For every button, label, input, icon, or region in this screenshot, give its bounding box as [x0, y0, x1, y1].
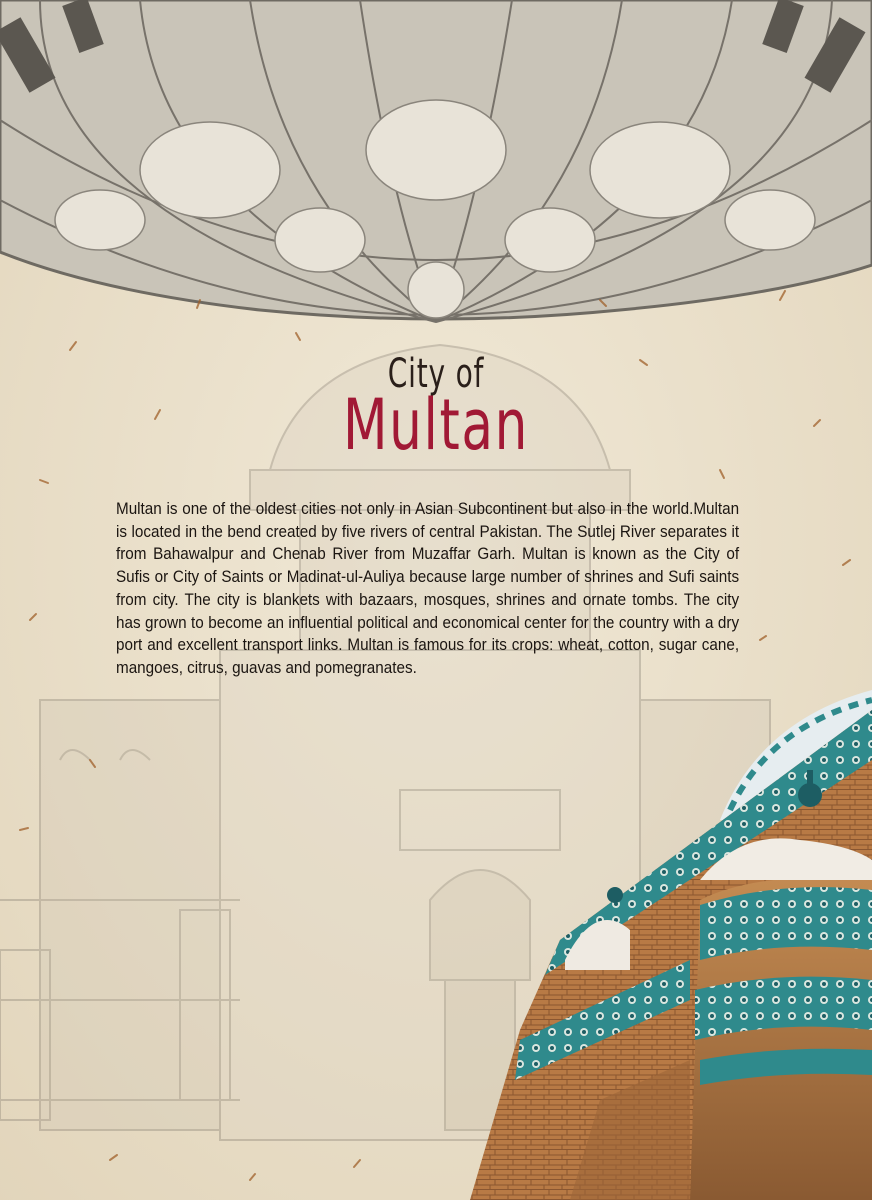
dome-ceiling	[0, 0, 872, 322]
page-title	[0, 351, 872, 466]
description-paragraph: Multan is one of the oldest cities not only in Asian Subcontinent but also in the world.Multan is located in the bend created by five rivers of central Pakistan. The Sutlej River separates it from Bahawalpur and Chenab River from Muzaffar Garh. Multan is known as the City of Sufis or City of Saints or Madinat-ul-Auliya because large number of shrines and Sufi saints from city. The city is blankets with bazaars, mosques, shrines and ornate tombs. The city has grown to become an influential political and economical center for the country with a dry port and excellent transport links. Multan is famous for its crops: wheat, cotton, sugar cane, mangoes, citrus, guavas and pomegranates.	[116, 500, 740, 677]
title-line-multan: Multan	[342, 384, 530, 466]
title-line-city-of: City of	[387, 351, 485, 397]
